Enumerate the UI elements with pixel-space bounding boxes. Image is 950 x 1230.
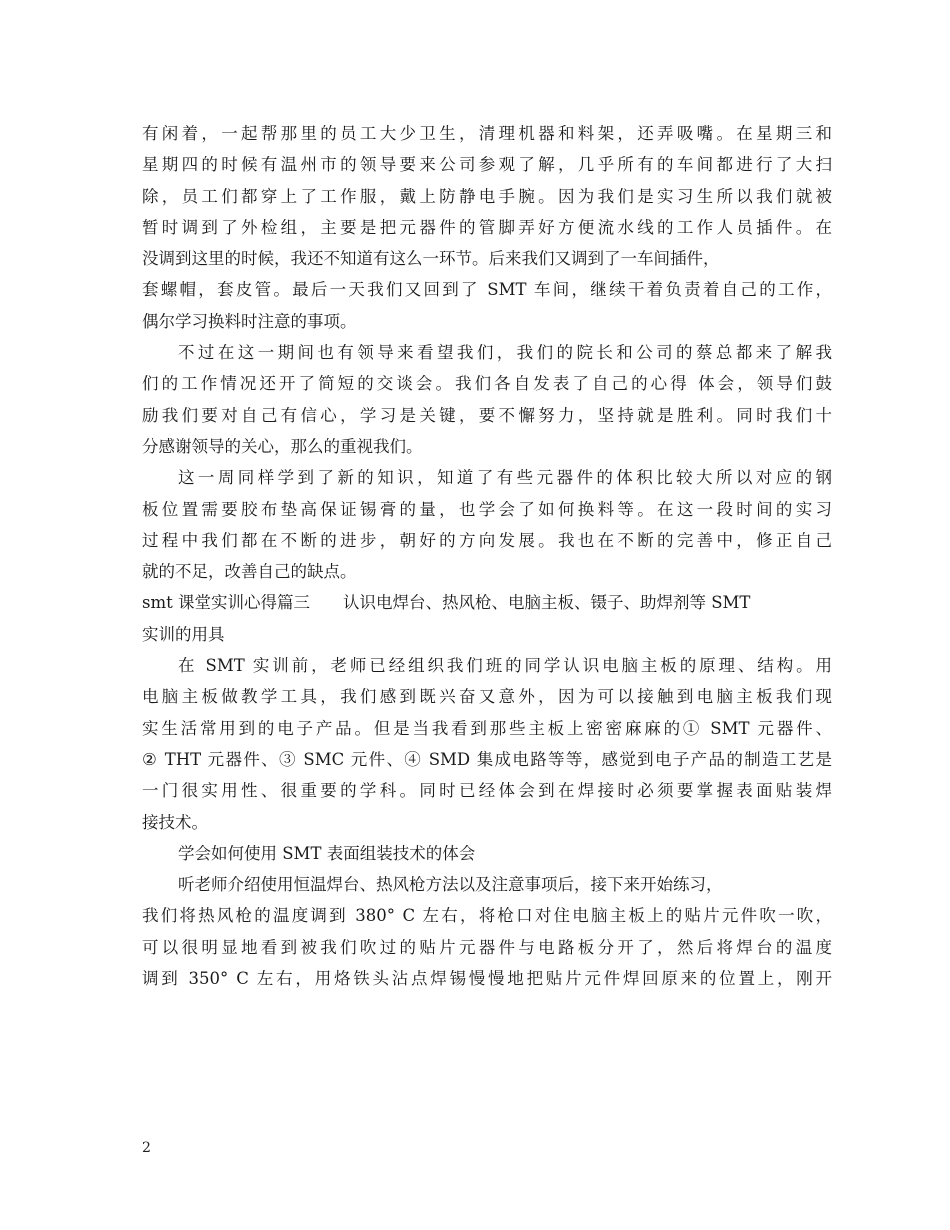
- text-line: 过程中我们都在不断的进步，朝好的方向发展。我也在不断的完善中，修正自己: [142, 530, 832, 550]
- text-line: 分感谢领导的关心，那么的重视我们。: [142, 436, 423, 456]
- text-line: 学会如何使用 SMT 表面组装技术的体会: [178, 843, 476, 863]
- text-line: 我们将热风枪的温度调到 380° C 左右，将枪口对住电脑主板上的贴片元件吹一吹，: [142, 906, 832, 926]
- text-line: 一门很实用性、很重要的学科。同时已经体会到在焊接时必须要掌握表面贴装焊: [142, 781, 832, 801]
- text-line: 就的不足，改善自己的缺点。: [142, 562, 357, 582]
- text-line: 接技术。: [142, 812, 208, 832]
- text-line: 星期四的时候有温州市的领导要来公司参观了解，几乎所有的车间都进行了大扫: [142, 155, 832, 175]
- body-text: [142, 118, 832, 994]
- text-line: 电脑主板做教学工具，我们感到既兴奋又意外，因为可以接触到电脑主板我们现: [142, 687, 832, 707]
- text-line: 有闲着，一起帮那里的员工大少卫生，清理机器和料架，还弄吸嘴。在星期三和: [142, 124, 832, 143]
- text-line: 听老师介绍使用恒温焊台、热风枪方法以及注意事项后，接下来开始练习，: [178, 875, 723, 895]
- text-line: 除，员工们都穿上了工作服，戴上防静电手腕。因为我们是实习生所以我们就被: [142, 186, 832, 206]
- text-line: 板位置需要胶布垫高保证锡膏的量，也学会了如何换料等。在这一段时间的实习: [142, 499, 832, 519]
- text-line: 不过在这一期间也有领导来看望我们，我们的院长和公司的蔡总都来了解我: [178, 343, 832, 363]
- text-line: 可以很明显地看到被我们吹过的贴片元器件与电路板分开了，然后将焊台的温度: [142, 937, 832, 957]
- text-line: 套螺帽，套皮管。最后一天我们又回到了 SMT 车间，继续干着负责着自己的工作，: [142, 280, 832, 300]
- text-line: 暂时调到了外检组，主要是把元器件的管脚弄好方便流水线的工作人员插件。在: [142, 217, 832, 237]
- text-line: ② THT 元器件、③ SMC 元件、④ SMD 集成电路等等，感觉到电子产品的制造工艺是: [142, 749, 832, 769]
- text-line: 调到 350° C 左右，用烙铁头沾点焊锡慢慢地把贴片元件焊回原来的位置上，刚开: [142, 969, 832, 989]
- text-line: 实训的用具: [142, 624, 225, 644]
- text-line: 这一周同样学到了新的知识，知道了有些元器件的体积比较大所以对应的钢: [178, 468, 832, 488]
- text-line: 们的工作情况还开了简短的交谈会。我们各自发表了自己的心得 体会，领导们鼓: [142, 374, 832, 394]
- text-line: smt 课堂实训心得篇三 认识电焊台、热风枪、电脑主板、镊子、助焊剂等 SMT: [142, 593, 751, 613]
- text-line: 偶尔学习换料时注意的事项。: [142, 311, 357, 331]
- text-line: 励我们要对自己有信心，学习是关键，要不懈努力，坚持就是胜利。同时我们十: [142, 405, 832, 425]
- text-line: 实生活常用到的电子产品。但是当我看到那些主板上密密麻麻的① SMT 元器件、: [142, 718, 832, 738]
- text-line: 没调到这里的时候，我还不知道有这么一环节。后来我们又调到了一车间插件，: [142, 249, 720, 269]
- page-number: 2: [142, 1140, 151, 1156]
- text-line: 在 SMT 实训前，老师已经组织我们班的同学认识电脑主板的原理、结构。用: [178, 656, 832, 676]
